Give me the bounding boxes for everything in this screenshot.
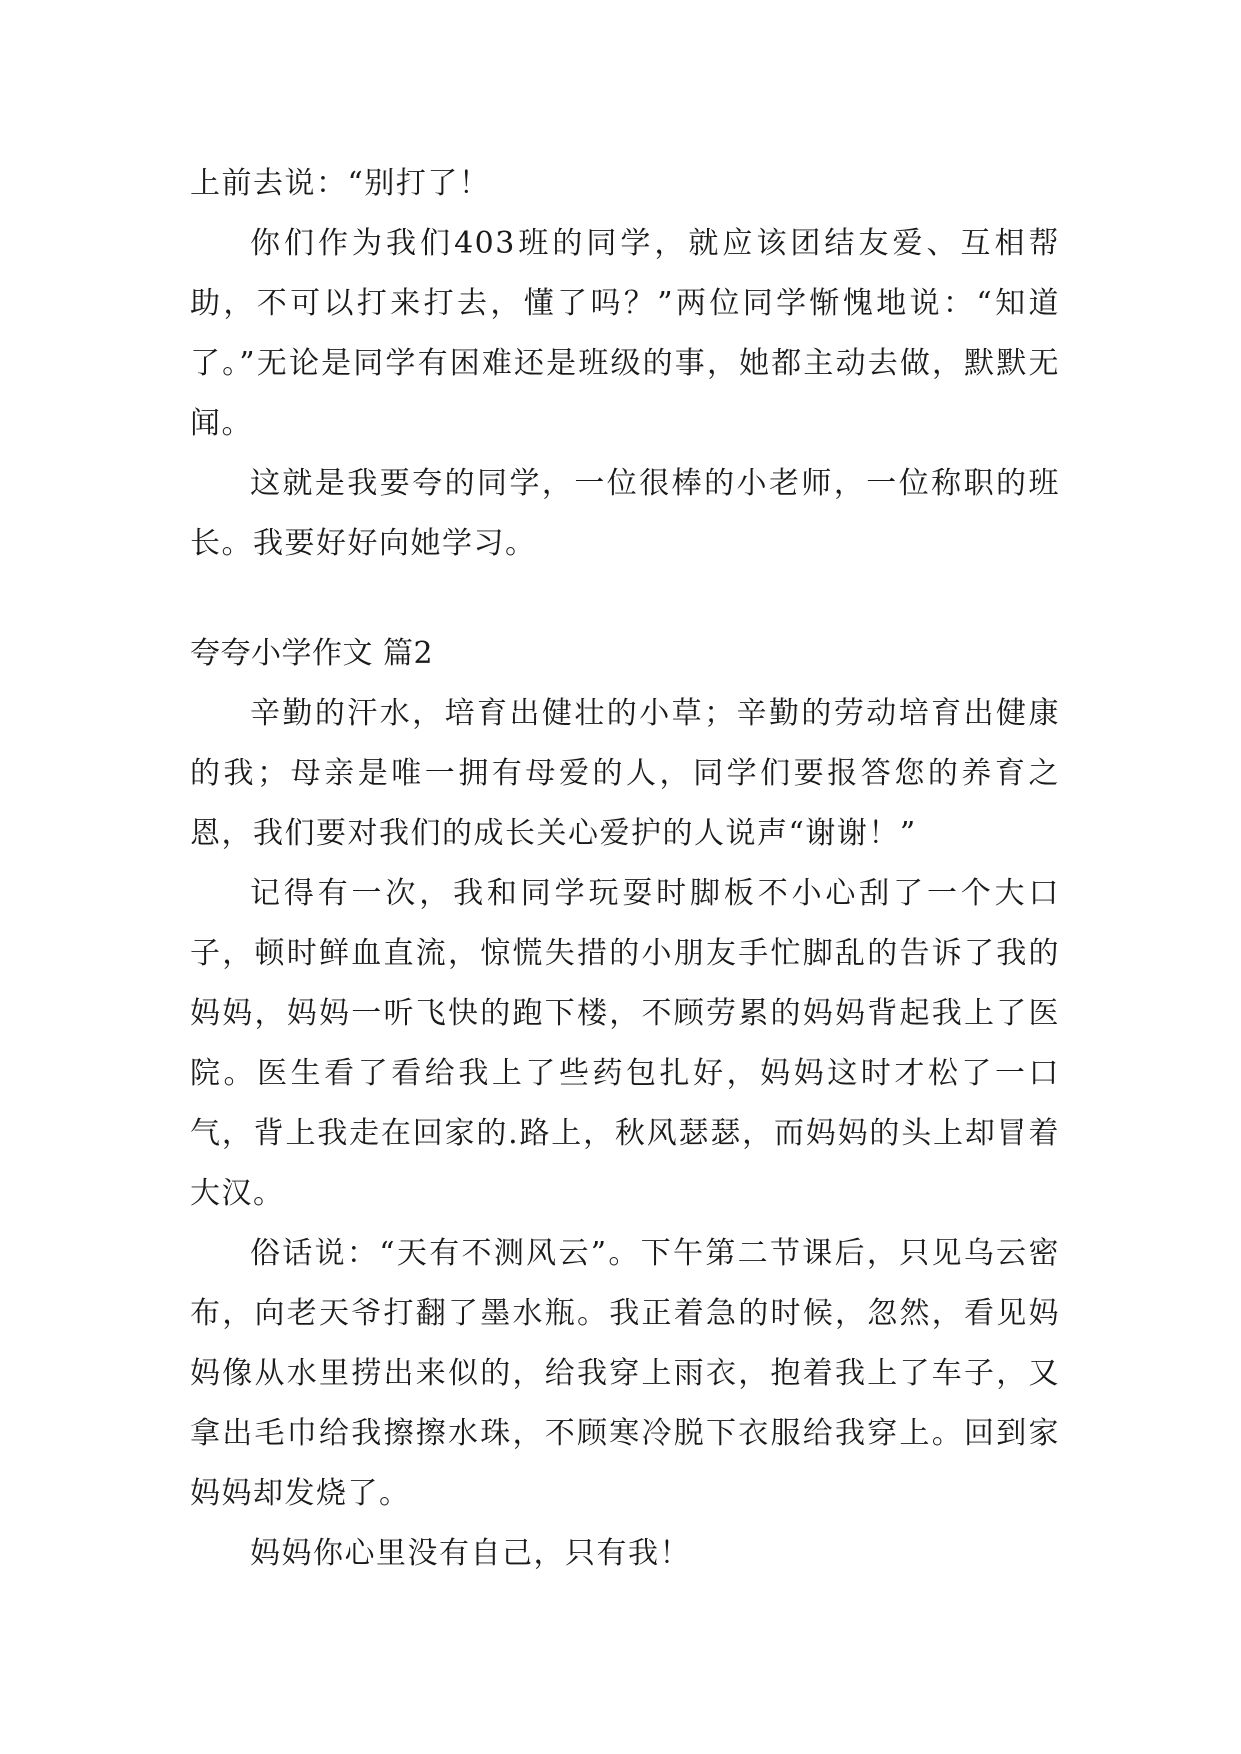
section-heading: 夸夸小学作文 篇2 (190, 636, 434, 671)
paragraph: 俗话说：“天有不测风云”。下午第二节课后，只见乌云密布，向老天爷打翻了墨水瓶。我正着急的时候，忽然，看见妈妈像从水里捞出来似的，给我穿上雨衣，抱着我上了车子，又拿出毛巾给我擦擦水珠，不顾寒冷脱下衣服给我穿上。回到家妈妈却发烧了。 (190, 1236, 1060, 1511)
paragraph: 辛勤的汗水，培育出健壮的小草；辛勤的劳动培育出健康的我；母亲是唯一拥有母爱的人，同学们要报答您的养育之恩，我们要对我们的成长关心爱护的人说声“谢谢！” (190, 696, 1060, 851)
paragraph: 妈妈你心里没有自己，只有我！ (250, 1536, 691, 1571)
paragraph: 这就是我要夸的同学，一位很棒的小老师，一位称职的班长。我要好好向她学习。 (190, 466, 1060, 561)
paragraph: 你们作为我们403班的同学，就应该团结友爱、互相帮助，不可以打来打去，懂了吗？”两位同学惭愧地说：“知道了。”无论是同学有困难还是班级的事，她都主动去做，默默无闻。 (190, 226, 1060, 441)
document-body (190, 154, 1060, 1584)
paragraph: 记得有一次，我和同学玩耍时脚板不小心刮了一个大口子，顿时鲜血直流，惊慌失措的小朋友手忙脚乱的告诉了我的妈妈，妈妈一听飞快的跑下楼，不顾劳累的妈妈背起我上了医院。医生看了看给我上了些药包扎好，妈妈这时才松了一口气，背上我走在回家的.路上，秋风瑟瑟，而妈妈的头上却冒着大汉。 (190, 876, 1060, 1211)
paragraph: 上前去说：“别打了！ (190, 166, 491, 201)
